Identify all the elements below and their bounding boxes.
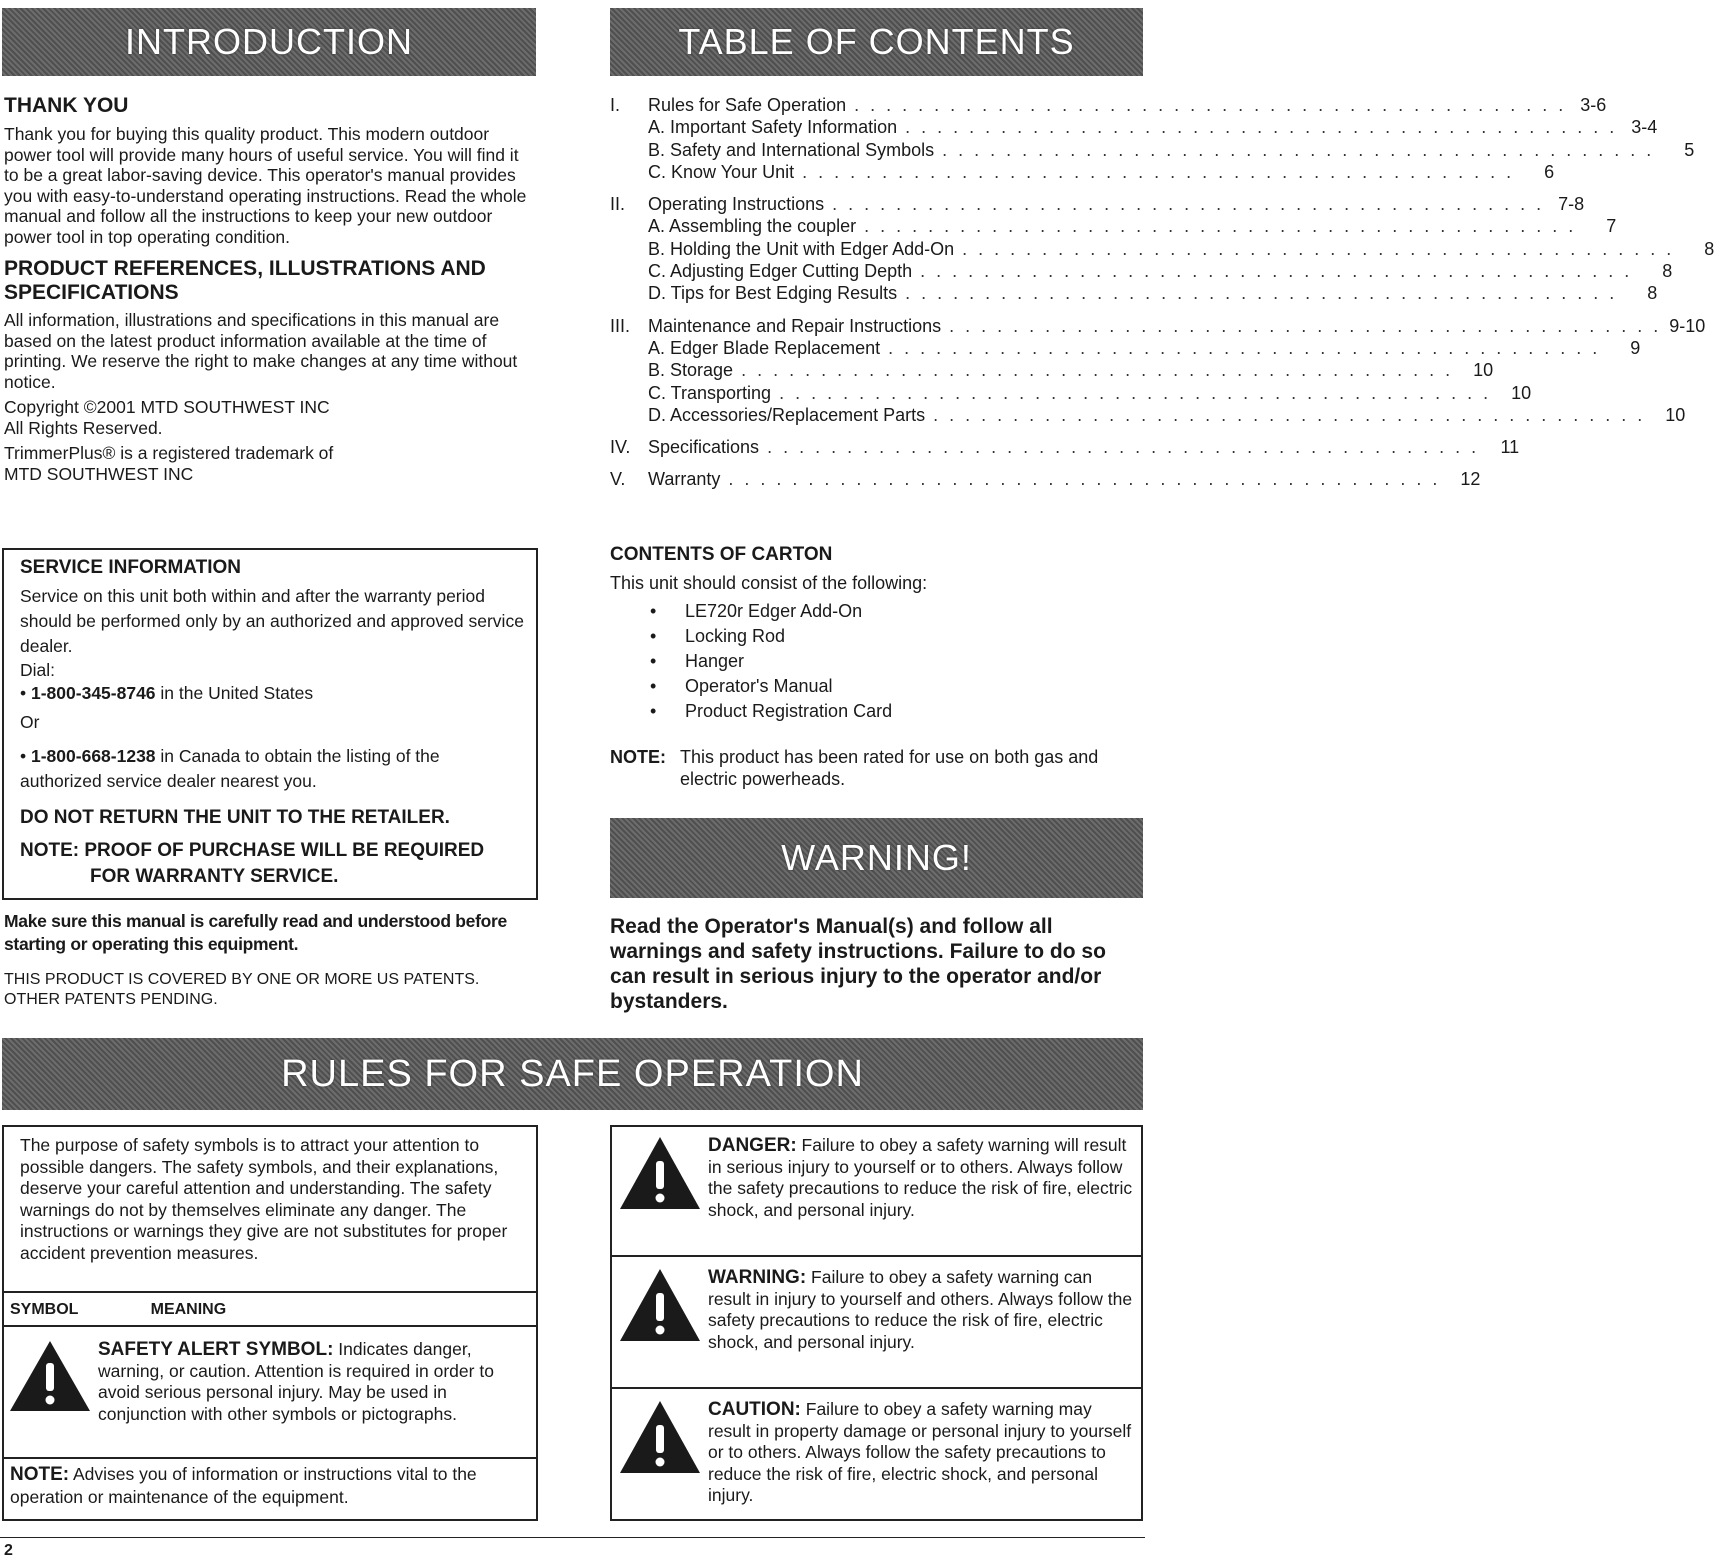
safety-alert-label: SAFETY ALERT SYMBOL: (98, 1339, 334, 1360)
phone-ca-suffix: in Canada to obtain the listing of the authorized service dealer nearest you. (20, 746, 440, 791)
introduction-title: INTRODUCTION (125, 21, 413, 62)
toc-leader-dots: . . . . . . . . . . . . . . . . . . . . . . . . . . . . . . . . . . . . . . . . . . . . . (942, 139, 1655, 160)
product-references-heading: PRODUCT REFERENCES, ILLUSTRATIONS AND SPECIFICATIONS (4, 257, 486, 304)
toc-entry-label: Operating Instructions (648, 194, 825, 215)
service-dial: Dial: (20, 660, 56, 680)
toc-subentry (610, 215, 1617, 237)
toc-entry-label: Warranty (648, 469, 721, 490)
toc-subentry (610, 382, 1532, 404)
symbol-column-label: SYMBOL (10, 1301, 79, 1318)
carton-note-text: This product has been rated for use on both gas and electric powerheads. (680, 747, 1099, 789)
toc-entry-label: A. Important Safety Information (648, 117, 898, 138)
warning-row (618, 1267, 1138, 1353)
toc-entry-page: 10 (1665, 404, 1686, 425)
trademark-line-2: MTD SOUTHWEST INC (4, 463, 194, 484)
caution-row (618, 1399, 1138, 1507)
toc-leader-dots: . . . . . . . . . . . . . . . . . . . . . . . . . . . . . . . . . . . . . . . . . . . . . (854, 95, 1567, 115)
carton-item-label: Hanger (685, 651, 745, 671)
page-number: 2 (4, 1542, 13, 1559)
toc-entry (610, 94, 1607, 116)
toc-entry-label: Specifications (648, 437, 760, 458)
toc-entry-label: B. Holding the Unit with Edger Add-On (648, 238, 955, 259)
danger-label: DANGER: (708, 1135, 797, 1156)
toc-entry-number: I. (610, 95, 621, 115)
toc-entry-page: 9 (1630, 337, 1641, 358)
carton-note-label: NOTE: (610, 747, 666, 767)
trademark-line-1: TrimmerPlus® is a registered trademark of (4, 443, 334, 463)
toc-entry-label: Rules for Safe Operation (648, 95, 847, 115)
introduction-banner (2, 8, 536, 76)
toc-leader-dots: . . . . . . . . . . . . . . . . . . . . . . . . . . . . . . . . . . . . . . . . . . . . . (832, 194, 1545, 215)
warning-icon (618, 1267, 702, 1343)
warning-title: WARNING! (781, 837, 972, 878)
toc-entry (610, 468, 1481, 490)
safety-symbols-box (2, 1125, 538, 1521)
toc-entry-number: II. (610, 194, 626, 215)
toc-subentry (610, 139, 1695, 161)
safety-alert-icon (8, 1339, 92, 1413)
service-phone-ca-line: • 1-800-668-1238 in Canada to obtain the listing of the authorized service dealer nearest you. (20, 746, 440, 791)
toc-entry-page: 3-4 (1631, 117, 1658, 138)
toc-leader-dots: . . . . . . . . . . . . . . . . . . . . . . . . . . . . . . . . . . . . . . . . . . . . . (802, 161, 1515, 182)
warning-banner (610, 818, 1143, 898)
toc-entry-page: 9-10 (1669, 315, 1706, 336)
bullet-icon: • (650, 626, 657, 646)
toc-entry-page: 8 (1704, 238, 1714, 259)
rules-title: RULES FOR SAFE OPERATION (281, 1053, 864, 1095)
toc-entry-number: III. (610, 315, 631, 336)
toc-entry (610, 193, 1585, 215)
footer-rule (0, 1537, 1145, 1538)
toc-leader-dots: . . . . . . . . . . . . . . . . . . . . . . . . . . . . . . . . . . . . . . . . . . . . . (767, 437, 1480, 458)
caution-text (708, 1399, 1138, 1507)
toc-subentry (610, 404, 1686, 426)
toc-subentry (610, 282, 1658, 304)
toc-subentry (610, 116, 1658, 138)
toc-entry-page: 10 (1473, 360, 1494, 381)
warning-text: Read the Operator's Manual(s) and follow all warnings and safety instructions. Failure to do so can result in serious injury to the operator and/or bystanders. (610, 915, 1106, 1013)
toc-entry-page: 10 (1511, 382, 1532, 403)
divider (612, 1387, 1141, 1389)
patents-text: THIS PRODUCT IS COVERED BY ONE OR MORE US PATENTS. OTHER PATENTS PENDING. (4, 971, 480, 1008)
toc-entry-page: 5 (1684, 139, 1695, 160)
toc-entry (610, 436, 1520, 458)
service-or: Or (20, 712, 40, 732)
carton-list-item (610, 699, 1140, 724)
divider (4, 1325, 536, 1327)
note-row (10, 1463, 520, 1508)
service-phone-us-line: • 1-800-345-8746 in the United States (20, 683, 314, 703)
note-label: NOTE: (10, 1464, 70, 1485)
toc-entry-page: 3-6 (1580, 95, 1607, 115)
divider (4, 1457, 536, 1459)
danger-text (708, 1135, 1138, 1221)
toc-entry-page: 7 (1606, 216, 1617, 237)
toc-subentry (610, 238, 1714, 260)
toc-leader-dots: . . . . . . . . . . . . . . . . . . . . . . . . . . . . . . . . . . . . . . . . . . . . . (949, 315, 1662, 336)
carton-list-item (610, 599, 1140, 624)
carton-item-label: LE720r Edger Add-On (685, 601, 863, 621)
phone-us: 1-800-345-8746 (31, 683, 156, 703)
service-text: Service on this unit both within and after the warranty period should be performed only by an authorized and approved service dealer. (20, 586, 524, 656)
bullet-icon: • (650, 676, 657, 696)
toc-entry-label: Maintenance and Repair Instructions (648, 315, 942, 336)
warning-label: WARNING: (708, 1267, 807, 1288)
carton-heading: CONTENTS OF CARTON (610, 544, 833, 565)
toc-leader-dots: . . . . . . . . . . . . . . . . . . . . . . . . . . . . . . . . . . . . . . . . . . . . . (888, 337, 1601, 358)
toc-entry-label: A. Edger Blade Replacement (648, 337, 881, 358)
toc-banner (610, 8, 1143, 76)
toc-leader-dots: . . . . . . . . . . . . . . . . . . . . . . . . . . . . . . . . . . . . . . . . . . . . . (728, 469, 1441, 490)
contents-of-carton (610, 543, 1140, 790)
carton-intro: This unit should consist of the following: (610, 573, 928, 593)
toc-title: TABLE OF CONTENTS (678, 21, 1075, 62)
caution-icon (618, 1399, 702, 1475)
carton-note (610, 746, 1140, 790)
rules-banner (2, 1038, 1143, 1110)
carton-item-label: Product Registration Card (685, 701, 893, 721)
safety-alert-text (98, 1339, 528, 1425)
toc-entry-page: 7-8 (1558, 194, 1585, 215)
toc-leader-dots: . . . . . . . . . . . . . . . . . . . . . . . . . . . . . . . . . . . . . . . . . . . . . (933, 404, 1646, 425)
toc-leader-dots: . . . . . . . . . . . . . . . . . . . . . . . . . . . . . . . . . . . . . . . . . . . . . (779, 382, 1492, 403)
do-not-return: DO NOT RETURN THE UNIT TO THE RETAILER. (20, 807, 450, 828)
danger-icon (618, 1135, 702, 1211)
bullet-icon: • (650, 601, 657, 621)
toc-entry-label: C. Know Your Unit (648, 161, 795, 182)
toc-entry-page: 12 (1460, 469, 1481, 490)
toc-entry-number: IV. (610, 437, 631, 458)
divider (4, 1291, 536, 1293)
note-text: Advises you of information or instructions vital to the operation or maintenance of the equipment. (10, 1464, 477, 1507)
proof-of-purchase-line-1: NOTE: PROOF OF PURCHASE WILL BE REQUIRED (20, 840, 485, 861)
toc-leader-dots: . . . . . . . . . . . . . . . . . . . . . . . . . . . . . . . . . . . . . . . . . . . . . (741, 360, 1454, 381)
toc-subentry (610, 359, 1494, 381)
proof-of-purchase-line-2: FOR WARRANTY SERVICE. (90, 866, 339, 887)
danger-desc: Failure to obey a safety warning will result in serious injury to yourself or to others. Always follow the safety precautions to reduce the risk of fire, electric shock, and personal injury. (708, 1135, 1133, 1220)
carton-list (610, 599, 1140, 724)
copyright-line-1: Copyright ©2001 MTD SOUTHWEST INC (4, 397, 330, 417)
danger-row (618, 1135, 1138, 1221)
divider (612, 1255, 1141, 1257)
service-information-box (2, 548, 538, 900)
toc-leader-dots: . . . . . . . . . . . . . . . . . . . . . . . . . . . . . . . . . . . . . . . . . . . . . (962, 238, 1675, 259)
warning-desc: Failure to obey a safety warning can result in injury to yourself and others. Always follow the safety precautions to reduce the risk of fire, electric shock, and personal injury. (708, 1267, 1133, 1352)
toc-leader-dots: . . . . . . . . . . . . . . . . . . . . . . . . . . . . . . . . . . . . . . . . . . . . . (905, 117, 1618, 138)
toc-subentry (610, 161, 1555, 183)
safety-purpose-text: The purpose of safety symbols is to attract your attention to possible dangers. The safety symbols, and their explanations, deserve your careful attention and understanding. The safety warnings do not by themselves eliminate any danger. The instructions or warnings they give are not substitutes for proper accident prevention measures. (20, 1135, 508, 1263)
toc-entry (610, 315, 1706, 337)
caution-desc: Failure to obey a safety warning may result in property damage or personal injury to yourself or to others. Always follow the safety precautions to reduce the risk of fire, electric shock, and personal injury. (708, 1399, 1132, 1505)
toc-entry-page: 8 (1647, 283, 1658, 304)
carton-item-label: Locking Rod (685, 626, 786, 646)
copyright-line-2: All Rights Reserved. (4, 417, 163, 438)
caution-label: CAUTION: (708, 1399, 801, 1420)
safety-alert-row (8, 1339, 528, 1425)
carton-list-item (610, 649, 1140, 674)
toc-subentry (610, 260, 1673, 282)
toc-entry-label: D. Accessories/Replacement Parts (648, 404, 926, 425)
toc-entry-number: V. (610, 469, 626, 490)
toc-entry-page: 8 (1662, 261, 1673, 282)
product-references-text: All information, illustrations and specifications in this manual are based on the latest product information available at the time of printing. We reserve the right to make changes at any time without notice. (4, 310, 518, 392)
table-of-contents (610, 94, 1714, 491)
phone-ca: 1-800-668-1238 (31, 746, 156, 766)
signal-words-box (610, 1125, 1143, 1521)
toc-entry-page: 11 (1500, 437, 1520, 458)
intro-section (4, 94, 534, 484)
service-heading: SERVICE INFORMATION (20, 557, 241, 578)
toc-leader-dots: . . . . . . . . . . . . . . . . . . . . . . . . . . . . . . . . . . . . . . . . . . . . . (920, 261, 1633, 282)
carton-item-label: Operator's Manual (685, 676, 833, 696)
toc-entry-label: D. Tips for Best Edging Results (648, 283, 898, 304)
phone-us-suffix: in the United States (155, 683, 314, 703)
symbol-meaning-header (10, 1301, 226, 1319)
bullet-icon: • (650, 701, 657, 721)
toc-leader-dots: . . . . . . . . . . . . . . . . . . . . . . . . . . . . . . . . . . . . . . . . . . . . . (864, 216, 1577, 237)
warning-row-text (708, 1267, 1138, 1353)
toc-entry-label: C. Adjusting Edger Cutting Depth (648, 261, 913, 282)
toc-entry-page: 6 (1544, 161, 1555, 182)
toc-entry-label: B. Storage (648, 360, 734, 381)
make-sure-text: Make sure this manual is carefully read and understood before starting or operating this equipment. (4, 911, 507, 954)
toc-entry-label: C. Transporting (648, 382, 772, 403)
toc-subentry (610, 337, 1641, 359)
toc-leader-dots: . . . . . . . . . . . . . . . . . . . . . . . . . . . . . . . . . . . . . . . . . . . . . (905, 283, 1618, 304)
bullet-icon: • (650, 651, 657, 671)
toc-entry-label: A. Assembling the coupler (648, 216, 857, 237)
toc-entry-label: B. Safety and International Symbols (648, 139, 935, 160)
meaning-column-label: MEANING (150, 1301, 227, 1318)
thank-you-text: Thank you for buying this quality product. This modern outdoor power tool will provide many hours of useful service. You will find it to be a great labor-saving device. This operator's manual provides you with easy-to-understand operating instructions. Read the whole manual and follow all the instructions to keep your new outdoor power tool in top operating condition. (4, 124, 527, 247)
carton-list-item (610, 624, 1140, 649)
safety-alert-desc: Indicates danger, warning, or caution. Attention is required in order to avoid serious personal injury. May be used in conjunction with other symbols or pictographs. (98, 1339, 494, 1424)
thank-you-heading: THANK YOU (4, 94, 129, 117)
carton-list-item (610, 674, 1140, 699)
